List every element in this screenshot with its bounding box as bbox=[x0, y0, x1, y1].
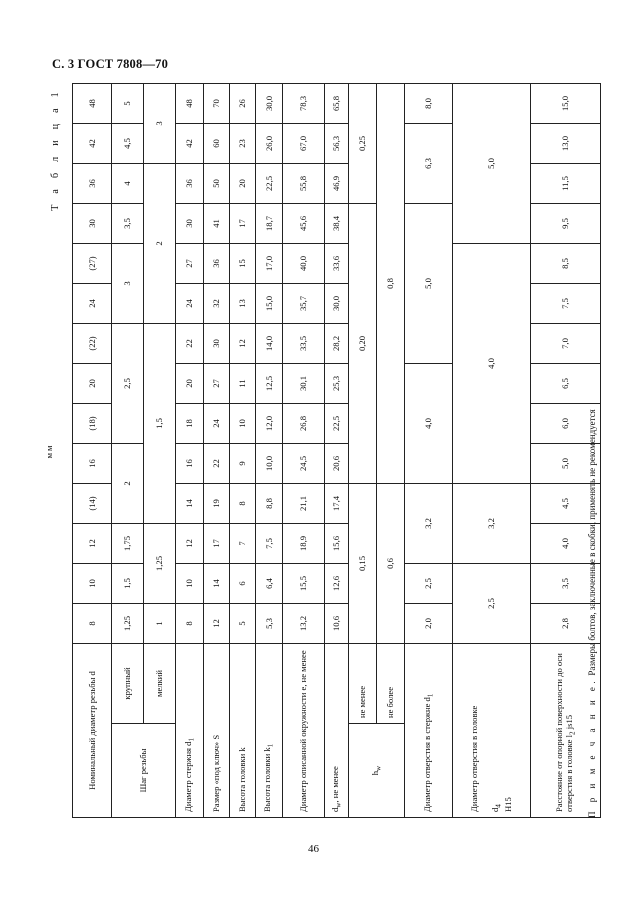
cell: 17 bbox=[230, 203, 256, 243]
cell: 3 bbox=[144, 83, 176, 163]
cell: 24 bbox=[204, 403, 230, 443]
col-18: (18) bbox=[73, 403, 112, 443]
row-label: Высота головки $k_1$ bbox=[256, 643, 283, 817]
cell: 30,0 bbox=[256, 83, 283, 123]
cell: 60 bbox=[204, 123, 230, 163]
cell: 18,7 bbox=[256, 203, 283, 243]
cell: 1,25 bbox=[112, 603, 144, 643]
cell: 7,5 bbox=[531, 283, 601, 323]
cell: 0,15 bbox=[349, 483, 377, 643]
cell: 2,5 bbox=[112, 323, 144, 443]
cell: 1,25 bbox=[144, 523, 176, 603]
cell: 12,0 bbox=[256, 403, 283, 443]
cell: 5,0 bbox=[405, 203, 453, 363]
circumscribed-row bbox=[283, 83, 325, 817]
cell: 2,5 bbox=[453, 563, 531, 643]
cell: 32 bbox=[204, 283, 230, 323]
cell: 18 bbox=[176, 403, 204, 443]
shank-diameter-row bbox=[176, 83, 204, 817]
cell: 8 bbox=[176, 603, 204, 643]
cell: 20 bbox=[230, 163, 256, 203]
cell: 0,6 bbox=[377, 483, 405, 643]
cell: 28,2 bbox=[325, 323, 349, 363]
cell: 6 bbox=[230, 563, 256, 603]
cell: 3,5 bbox=[112, 203, 144, 243]
table-title: Т а б л и ц а 1 bbox=[50, 88, 61, 211]
cell: 70 bbox=[204, 83, 230, 123]
cell: 21,1 bbox=[283, 483, 325, 523]
cell: 27 bbox=[204, 363, 230, 403]
row-label: Диаметр описанной окружности e, не менее bbox=[283, 643, 325, 817]
cell: 13,0 bbox=[531, 123, 601, 163]
cell: 5 bbox=[112, 83, 144, 123]
cell: 33,5 bbox=[283, 323, 325, 363]
head-height-row bbox=[230, 83, 256, 817]
cell: 27 bbox=[176, 243, 204, 283]
dw-row bbox=[325, 83, 349, 817]
cell: 2 bbox=[144, 163, 176, 323]
cell: 0,8 bbox=[377, 83, 405, 483]
cell: 78,3 bbox=[283, 83, 325, 123]
col-header: Номинальный диаметр резьбы d bbox=[73, 643, 112, 817]
cell: 7,5 bbox=[256, 523, 283, 563]
cell: 12 bbox=[176, 523, 204, 563]
cell: 24,5 bbox=[283, 443, 325, 483]
cell: 8 bbox=[230, 483, 256, 523]
cell: 10 bbox=[176, 563, 204, 603]
cell: 12,5 bbox=[256, 363, 283, 403]
cell: 15 bbox=[230, 243, 256, 283]
cell: 15,0 bbox=[531, 83, 601, 123]
cell: 15,6 bbox=[325, 523, 349, 563]
cell: 9 bbox=[230, 443, 256, 483]
cell: 5,3 bbox=[256, 603, 283, 643]
cell: 0,20 bbox=[349, 203, 377, 483]
pitch-coarse-label: крупный bbox=[112, 643, 144, 723]
cell: 13 bbox=[230, 283, 256, 323]
cell: 26,0 bbox=[256, 123, 283, 163]
cell: 30 bbox=[176, 203, 204, 243]
cell: 65,8 bbox=[325, 83, 349, 123]
cell: 5 bbox=[230, 603, 256, 643]
cell: 2,8 bbox=[531, 603, 601, 643]
cell: 19 bbox=[204, 483, 230, 523]
cell: 6,0 bbox=[531, 403, 601, 443]
cell: 22 bbox=[176, 323, 204, 363]
table-unit: мм bbox=[44, 443, 54, 459]
cell: 50 bbox=[204, 163, 230, 203]
cell: 14,0 bbox=[256, 323, 283, 363]
col-48: 48 bbox=[73, 83, 112, 123]
row-label: Диаметр отверстия в головке $d_4$ H15 bbox=[453, 643, 531, 817]
hw-min-row bbox=[349, 83, 377, 817]
head-height-k1-row bbox=[256, 83, 283, 817]
col-24: 24 bbox=[73, 283, 112, 323]
pitch-fine-label: мелкий bbox=[144, 643, 176, 723]
col-20: 20 bbox=[73, 363, 112, 403]
cell: 25,3 bbox=[325, 363, 349, 403]
cell: 16 bbox=[176, 443, 204, 483]
cell: 23 bbox=[230, 123, 256, 163]
cell: 4,5 bbox=[112, 123, 144, 163]
col-36: 36 bbox=[73, 163, 112, 203]
cell: 1,5 bbox=[144, 323, 176, 523]
cell: 4,0 bbox=[405, 363, 453, 483]
cell: 2 bbox=[112, 443, 144, 523]
cell: 17,0 bbox=[256, 243, 283, 283]
cell: 4,0 bbox=[453, 243, 531, 483]
head-hole-row bbox=[453, 83, 531, 817]
cell: 36 bbox=[176, 163, 204, 203]
cell: 2,0 bbox=[405, 603, 453, 643]
cell: 4,5 bbox=[531, 483, 601, 523]
cell: 6,3 bbox=[405, 123, 453, 203]
cell: 22,5 bbox=[256, 163, 283, 203]
cell: 14 bbox=[176, 483, 204, 523]
cell: 33,6 bbox=[325, 243, 349, 283]
hw-label: $h_w$ bbox=[349, 724, 405, 818]
cell: 10 bbox=[230, 403, 256, 443]
cell: 36 bbox=[204, 243, 230, 283]
cell: 1,75 bbox=[112, 523, 144, 563]
row-label: Диаметр стержня $d_1$ bbox=[176, 643, 204, 817]
cell: 30,1 bbox=[283, 363, 325, 403]
pitch-coarse-row bbox=[112, 83, 144, 817]
cell: 30 bbox=[204, 323, 230, 363]
col-27: (27) bbox=[73, 243, 112, 283]
cell: 11 bbox=[230, 363, 256, 403]
col-16: 16 bbox=[73, 443, 112, 483]
header-row bbox=[73, 83, 112, 817]
col-8: 8 bbox=[73, 603, 112, 643]
col-10: 10 bbox=[73, 563, 112, 603]
cell: 11,5 bbox=[531, 163, 601, 203]
cell: 38,4 bbox=[325, 203, 349, 243]
col-14: (14) bbox=[73, 483, 112, 523]
cell: 26 bbox=[230, 83, 256, 123]
hw-min-label: не менее bbox=[349, 643, 377, 723]
col-30: 30 bbox=[73, 203, 112, 243]
cell: 20,6 bbox=[325, 443, 349, 483]
pitch-label: Шаг резьбы bbox=[112, 724, 176, 818]
table-note bbox=[587, 409, 597, 818]
cell: 20 bbox=[176, 363, 204, 403]
cell: 2,5 bbox=[405, 563, 453, 603]
cell: 22,5 bbox=[325, 403, 349, 443]
cell: 56,3 bbox=[325, 123, 349, 163]
cell: 48 bbox=[176, 83, 204, 123]
hw-max-row bbox=[377, 83, 405, 817]
cell: 10,0 bbox=[256, 443, 283, 483]
cell: 3,2 bbox=[405, 483, 453, 563]
cell: 40,0 bbox=[283, 243, 325, 283]
cell: 8,5 bbox=[531, 243, 601, 283]
cell: 3 bbox=[112, 243, 144, 323]
cell: 26,8 bbox=[283, 403, 325, 443]
cell: 18,9 bbox=[283, 523, 325, 563]
cell: 9,5 bbox=[531, 203, 601, 243]
cell: 0,25 bbox=[349, 83, 377, 203]
cell: 5,0 bbox=[531, 443, 601, 483]
cell: 17 bbox=[204, 523, 230, 563]
cell: 6,5 bbox=[531, 363, 601, 403]
row-label: Размер «под ключ» S bbox=[204, 643, 230, 817]
cell: 10,6 bbox=[325, 603, 349, 643]
cell: 12 bbox=[204, 603, 230, 643]
wrench-size-row bbox=[204, 83, 230, 817]
cell: 22 bbox=[204, 443, 230, 483]
cell: 15,0 bbox=[256, 283, 283, 323]
note-label: П р и м е ч а н и е. bbox=[587, 677, 597, 818]
cell: 7 bbox=[230, 523, 256, 563]
page-number: 46 bbox=[308, 843, 319, 855]
cell: 5,0 bbox=[453, 83, 531, 243]
page-header: С. 3 ГОСТ 7808—70 bbox=[52, 57, 169, 71]
cell: 8,8 bbox=[256, 483, 283, 523]
cell: 55,8 bbox=[283, 163, 325, 203]
rotated-table-block bbox=[44, 84, 597, 818]
cell: 4,0 bbox=[531, 523, 601, 563]
shank-hole-row bbox=[405, 83, 453, 817]
dimensions-table bbox=[72, 83, 601, 818]
cell: 15,5 bbox=[283, 563, 325, 603]
hw-max-label: не более bbox=[377, 643, 405, 723]
cell: 67,0 bbox=[283, 123, 325, 163]
cell: 6,4 bbox=[256, 563, 283, 603]
cell: 8,0 bbox=[405, 83, 453, 123]
row-label: Высота головки k bbox=[230, 643, 256, 817]
cell: 1,5 bbox=[112, 563, 144, 603]
cell: 41 bbox=[204, 203, 230, 243]
cell: 45,6 bbox=[283, 203, 325, 243]
cell: 3,5 bbox=[531, 563, 601, 603]
cell: 14 bbox=[204, 563, 230, 603]
cell: 35,7 bbox=[283, 283, 325, 323]
cell: 12,6 bbox=[325, 563, 349, 603]
note-text: Размеры болтов, заключенные в скобки, применять не рекомендуется bbox=[587, 409, 597, 676]
col-22: (22) bbox=[73, 323, 112, 363]
cell: 3,2 bbox=[453, 483, 531, 563]
row-label: $d_w$, не менее bbox=[325, 643, 349, 817]
col-42: 42 bbox=[73, 123, 112, 163]
cell: 4 bbox=[112, 163, 144, 203]
cell: 7,0 bbox=[531, 323, 601, 363]
cell: 46,9 bbox=[325, 163, 349, 203]
pitch-fine-row bbox=[144, 83, 176, 817]
cell: 12 bbox=[230, 323, 256, 363]
row-label: Диаметр отверстия в стержне $d_1$ bbox=[405, 643, 453, 817]
cell: 1 bbox=[144, 603, 176, 643]
cell: 17,4 bbox=[325, 483, 349, 523]
col-12: 12 bbox=[73, 523, 112, 563]
cell: 42 bbox=[176, 123, 204, 163]
cell: 13,2 bbox=[283, 603, 325, 643]
cell: 24 bbox=[176, 283, 204, 323]
cell: 30,0 bbox=[325, 283, 349, 323]
row-label: Расстояние от опорной поверхности до оси отверстия в головке $l_2$ js15 bbox=[531, 643, 601, 817]
